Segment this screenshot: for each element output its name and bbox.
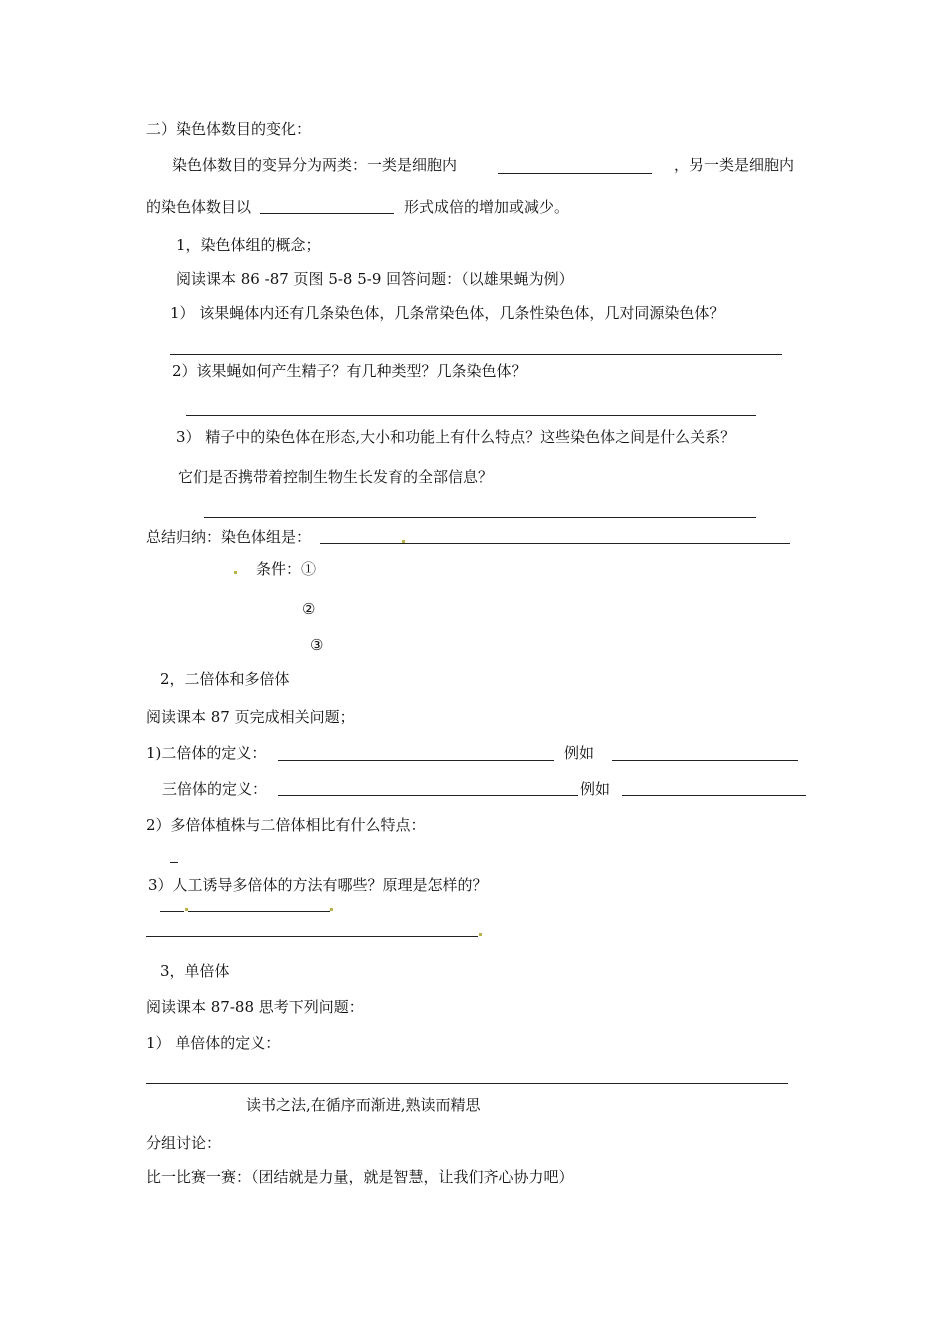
answer-line-diploid[interactable] [278,760,554,761]
condition-3: ③ [310,636,324,654]
answer-line-q3[interactable] [204,517,756,518]
answer-line-q1[interactable] [170,354,782,355]
scan-speck [479,933,482,936]
part3-heading: 3，单倍体 [160,962,230,980]
triploid-definition-label: 三倍体的定义： [162,780,268,798]
answer-line-haploid[interactable] [146,1083,788,1084]
intro-line1-tail: ，另一类是细胞内 [674,156,795,174]
part1-question-2: 2）该果蝇如何产生精子？有几种类型？几条染色体？ [172,362,527,380]
part2-question-2: 2）多倍体植株与二倍体相比有什么特点： [146,816,426,834]
part2-question-3: 3）人工诱导多倍体的方法有哪些？原理是怎样的？ [148,876,488,894]
part2-heading: 2，二倍体和多倍体 [160,670,290,688]
answer-line-q3-b[interactable] [188,911,330,912]
example-label-1: 例如 [564,744,595,762]
section-title: 二）染色体数目的变化： [146,120,312,138]
diploid-definition-label: 1)二倍体的定义： [146,744,267,762]
scan-speck [402,540,405,543]
conditions-label: 条件：① [256,560,317,578]
condition-2: ② [302,600,316,618]
answer-line-example-1[interactable] [612,760,798,761]
intro-line2-text: 的染色体数目以 [146,198,252,216]
blank-within-cell[interactable] [498,173,652,174]
answer-line-q3-a[interactable] [160,911,184,912]
answer-line-q2[interactable] [186,415,756,416]
group-discussion-label: 分组讨论： [146,1134,222,1152]
blank-chromosome-set[interactable] [260,213,394,214]
scan-speck [234,571,237,574]
scan-speck [330,908,333,911]
answer-line-triploid[interactable] [278,795,578,796]
summary-label: 总结归纳：染色体组是： [146,528,312,546]
answer-line-short[interactable] [170,862,178,863]
part3-instruction: 阅读课本 87-88 思考下列问题： [146,998,364,1016]
intro-line2-tail: 形式成倍的增加或减少。 [404,198,570,216]
answer-line-example-2[interactable] [622,795,806,796]
competition-line: 比一比赛一赛：（团结就是力量，就是智慧，让我们齐心协力吧） [146,1168,574,1186]
answer-line-q3-c[interactable] [146,936,478,937]
part3-question-1: 1） 单倍体的定义： [146,1034,281,1052]
answer-line-summary[interactable] [320,543,790,544]
intro-line1-text: 染色体数目的变异分为两类：一类是细胞内 [172,156,458,174]
part2-instruction: 阅读课本 87 页完成相关问题； [146,708,355,726]
part1-question-3-line1: 3） 精子中的染色体在形态,大小和功能上有什么特点？这些染色体之间是什么关系？ [176,428,736,446]
motto: 读书之法,在循序而渐进,熟读而精思 [246,1096,481,1114]
part1-heading: 1，染色体组的概念； [176,236,321,254]
part1-question-3-line2: 它们是否携带着控制生物生长发育的全部信息？ [178,468,494,486]
part1-question-1: 1） 该果蝇体内还有几条染色体，几条常染色体，几条性染色体，几对同源染色体？ [170,304,725,322]
part1-instruction: 阅读课本 86 -87 页图 5-8 5-9 回答问题：（以雄果蝇为例） [176,270,574,288]
example-label-2: 例如 [580,780,611,798]
